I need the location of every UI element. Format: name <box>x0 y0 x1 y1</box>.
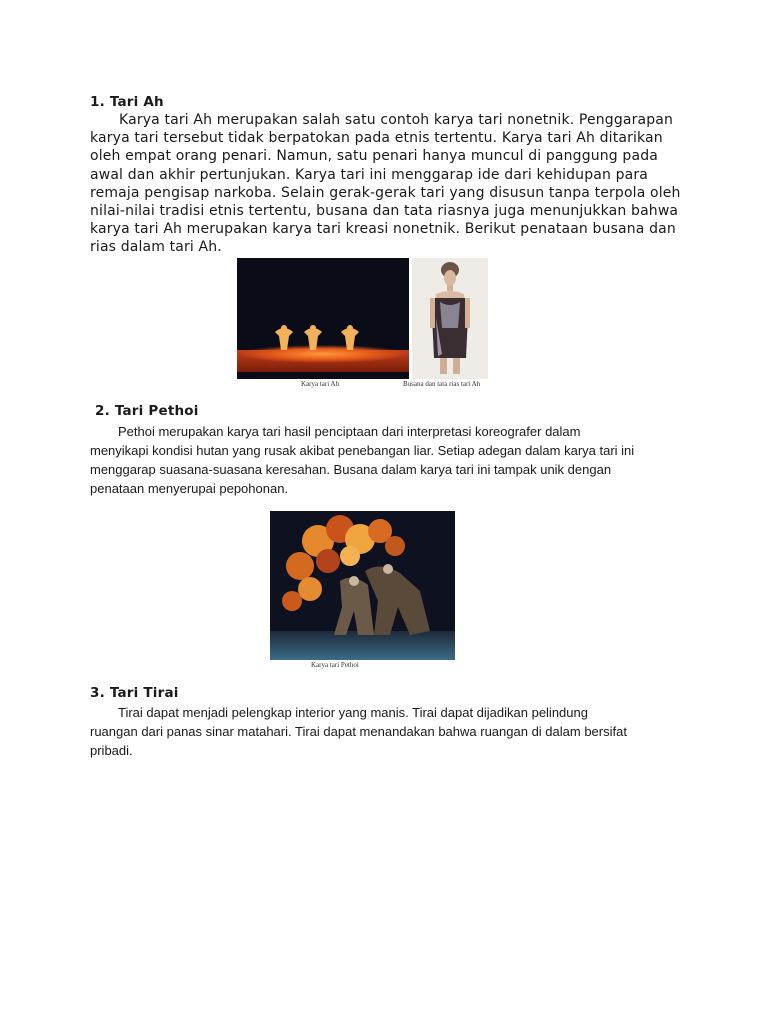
photo-karya-tari-ah <box>237 258 409 379</box>
section-text-tari-tirai: Tirai dapat menjadi pelengkap interior yang manis. Tirai dapat dijadikan pelindung ruangan dari panas sinar matahari. Tirai dapat menandakan bahwa ruangan di dalam bersifat pribadi. <box>90 705 627 758</box>
section-heading-tari-ah: 1. Tari Ah <box>90 94 164 110</box>
caption-karya-tari-pethoi: Karya tari Pethoi <box>311 661 359 669</box>
photo-karya-tari-pethoi <box>270 511 455 660</box>
section-text-tari-ah: Karya tari Ah merupakan salah satu contoh karya tari nonetnik. Penggarapan karya tari tersebut tidak berpatokan pada etnis tertentu. Karya tari Ah ditarikan oleh empat orang penari. Namun, satu penari hanya muncul di panggung pada awal dan akhir pertunjukan. Karya tari ini menggarap ide dari kehidupan para remaja pengisap narkoba. Selain gerak-gerak tari yang disusun tanpa terpola oleh nilai-nilai tradisi etnis tertentu, busana dan tata riasnya juga menunjukkan bahwa karya tari Ah merupakan karya tari kreasi nonetnik. Berikut penataan busana dan rias dalam tari Ah. <box>90 112 681 256</box>
section-heading-tari-tirai: 3. Tari Tirai <box>90 685 179 701</box>
photo-busana-tari-ah <box>412 258 488 379</box>
section-text-tari-pethoi: Pethoi merupakan karya tari hasil penciptaan dari interpretasi koreografer dalam menyikapi kondisi hutan yang rusak akibat penebangan liar. Setiap adegan dalam karya tari ini menggarap suasana-suasana keresahan. Busana dalam karya tari ini tampak unik dengan penataan menyerupai pepohonan. <box>90 424 635 496</box>
caption-karya-tari-ah: Karya tari Ah <box>301 380 340 388</box>
section-heading-tari-pethoi: 2. Tari Pethoi <box>95 403 199 419</box>
caption-busana-tari-ah: Busana dan tata rias tari Ah <box>403 380 481 388</box>
